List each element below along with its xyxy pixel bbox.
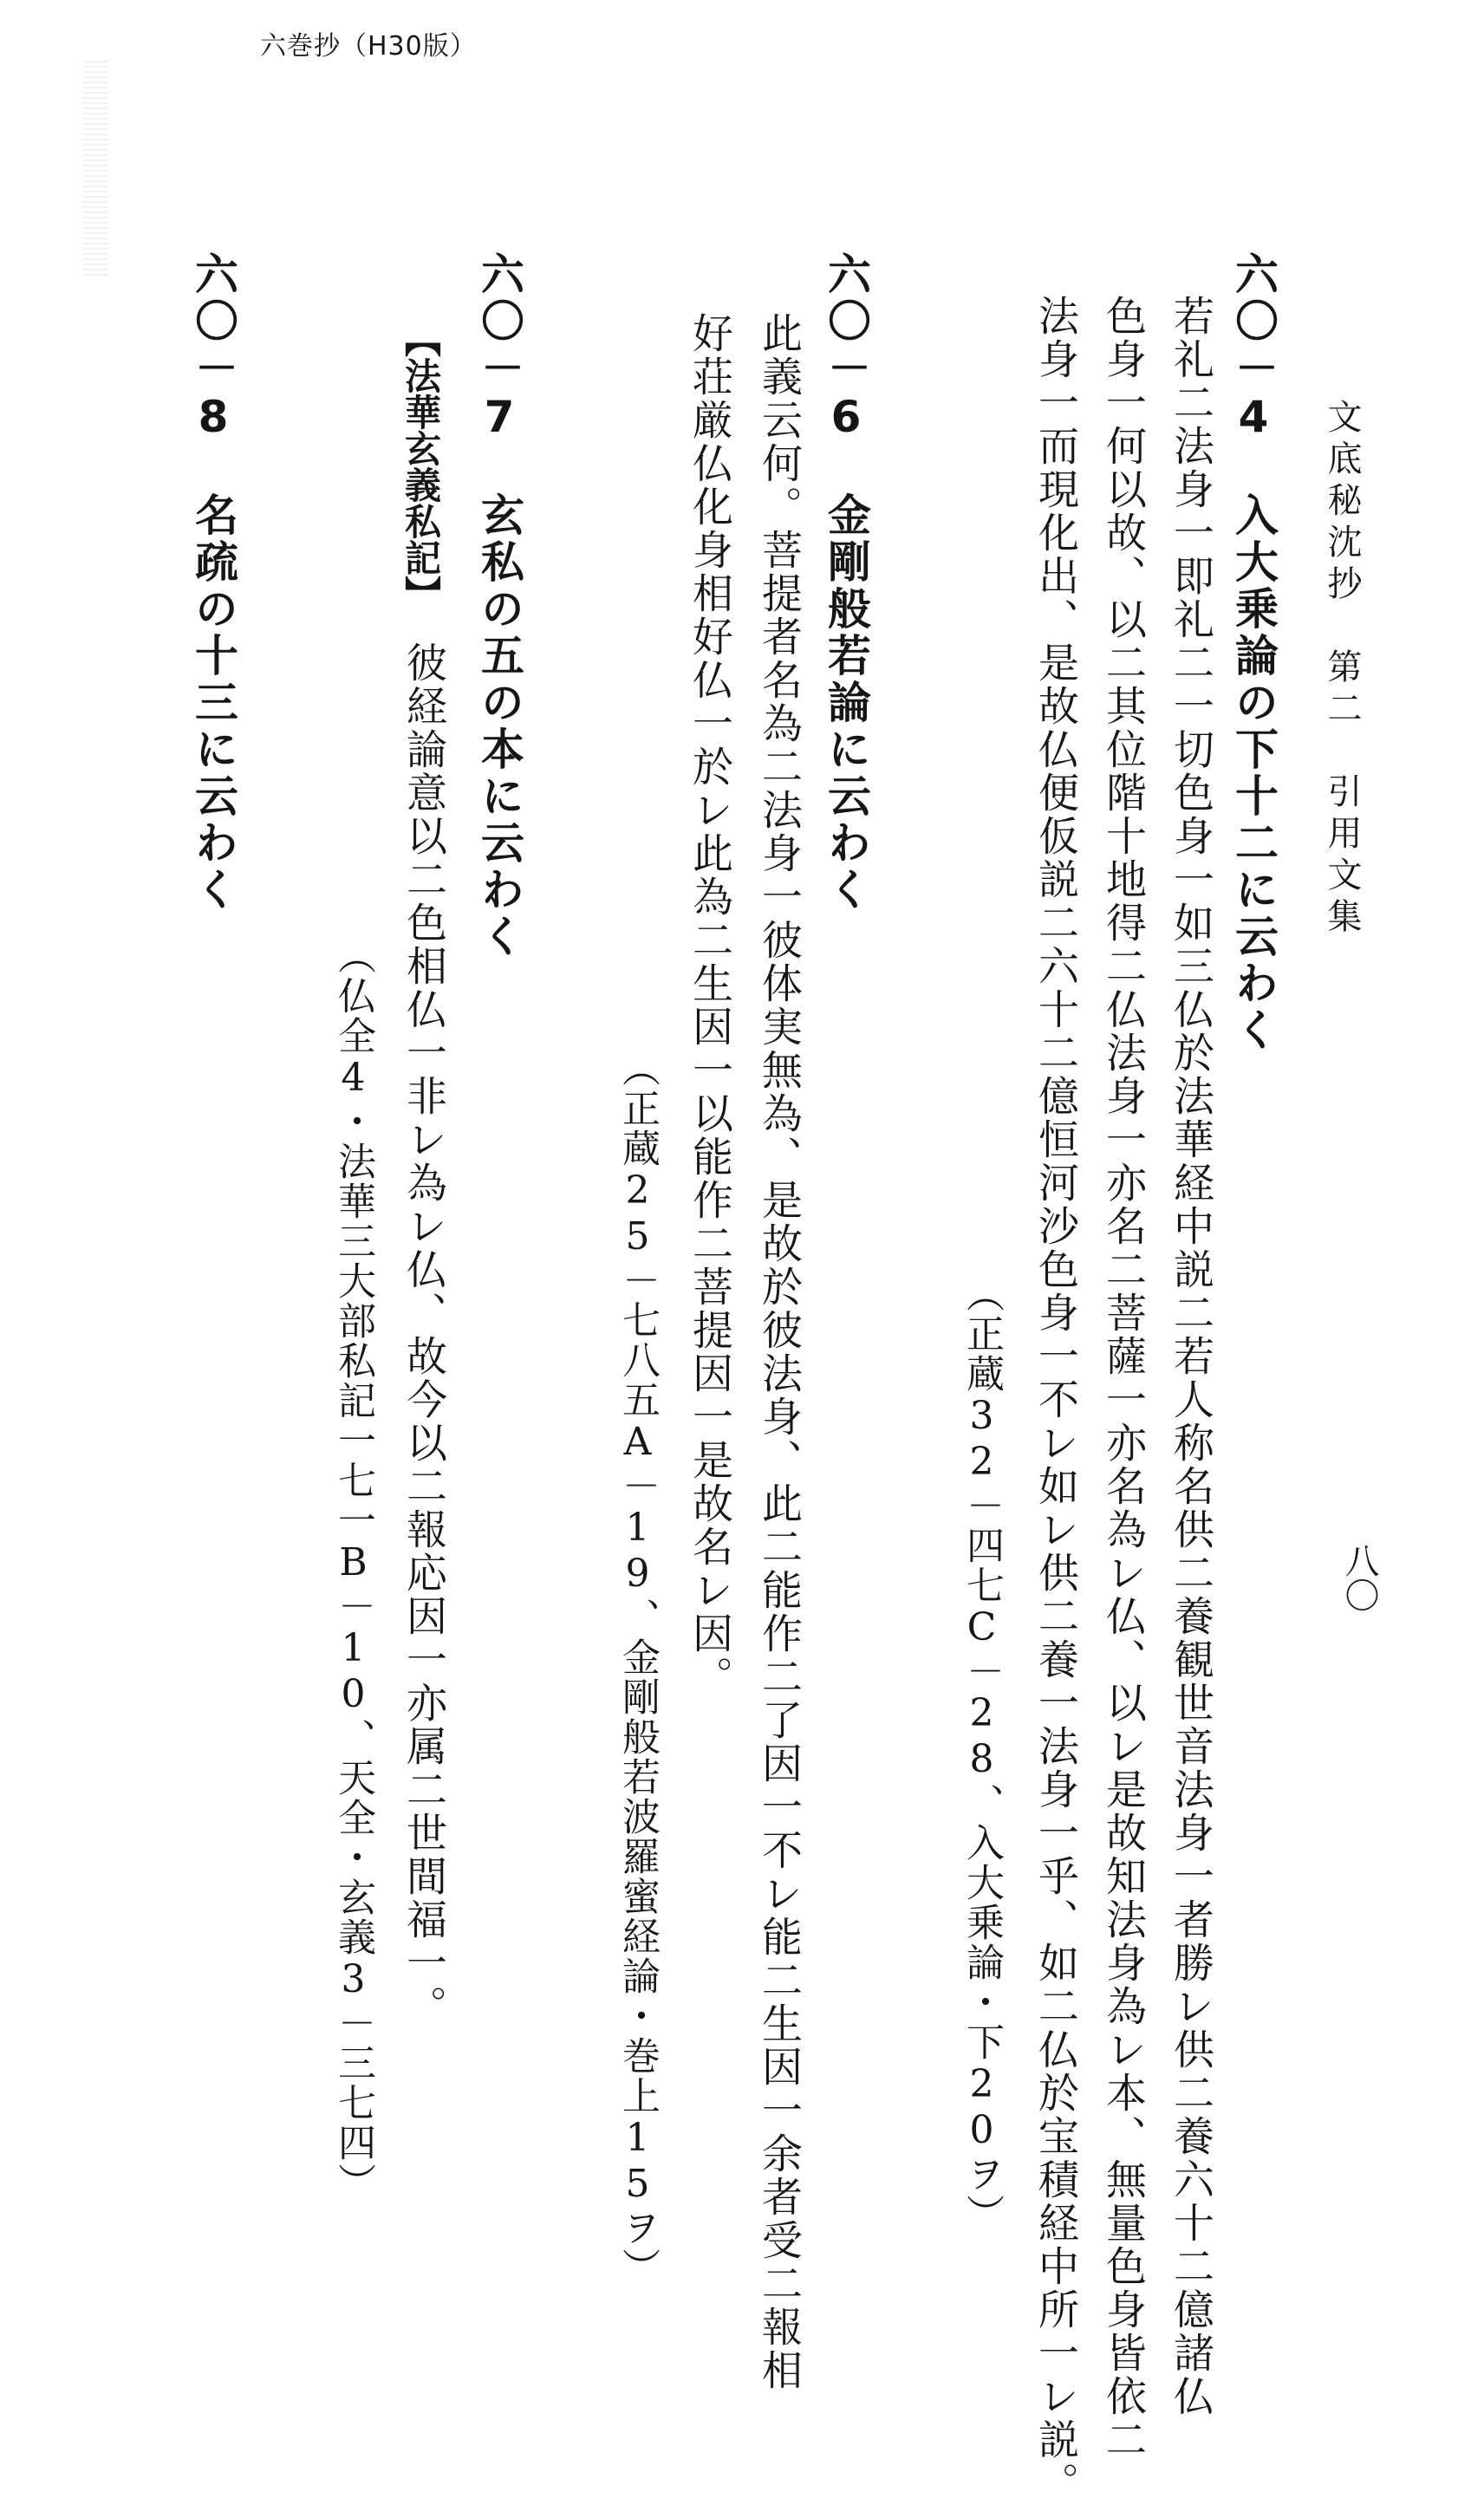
section-60-7-citation: （仏全4・法華三大部私記一七一B－10、天全・玄義3－三七四）: [331, 936, 375, 2202]
section-heading-60-7: 六〇－7 玄私の五の本に云わく: [474, 251, 524, 960]
section-60-4-line-3: 法身一而現化出、是故仏便仮説二六十二億恒河沙色身一不レ如レ供二養一法身一乎、如二仏於宝積経中所一レ説。: [1032, 295, 1079, 2505]
section-60-7-source-title: 【法華玄義私記】: [400, 321, 442, 612]
section-heading-60-4: 六〇－4 入大乗論の下十二に云わく: [1228, 251, 1279, 1054]
book-label: 六巻抄（H30版）: [260, 31, 477, 62]
section-60-4-line-2: 色身一何以故、以二其位階十地得二仏法身一亦名二菩薩一亦名為レ仏、以レ是故知法身為レ本、無量色身皆依二: [1099, 295, 1147, 2462]
section-60-4-line-1: 若礼二法身一即礼二一切色身一如三仏於法華経中説二若人称名供二養観世音法身一者勝レ供二養六十二億諸仏: [1167, 295, 1214, 2418]
section-60-7-line-1: 彼経論意以二色相仏一非レ為レ仏、故今以二報応因一亦属二世間福一。: [400, 641, 447, 2028]
section-60-6-citation: （正蔵25－七八五A－19、金剛般若波羅蜜経論・巻上15ヲ）: [615, 1049, 660, 2287]
running-head: 文底秘沈抄 第二 引用文集: [1322, 399, 1362, 940]
section-60-6-line-1: 此義云何。菩提者名為二法身一彼体実無為、是故於彼法身、此二能作二了因一不レ能二生因一余者受二報相: [755, 312, 803, 2392]
page-number: 八〇: [1339, 1543, 1379, 1612]
section-60-6-line-2: 好荘厳仏化身相好仏一於レ此為二生因一以能作二菩提因一是故名レ因。: [686, 312, 733, 1699]
section-60-4-citation: （正蔵32－四七C－28、入大乗論・下20ヲ）: [960, 1274, 1004, 2234]
section-heading-60-8: 六〇－8 名疏の十三に云わく: [188, 251, 238, 914]
scan-artifact: [82, 61, 108, 277]
section-heading-60-6: 六〇－6 金剛般若論に云わく: [821, 251, 871, 914]
